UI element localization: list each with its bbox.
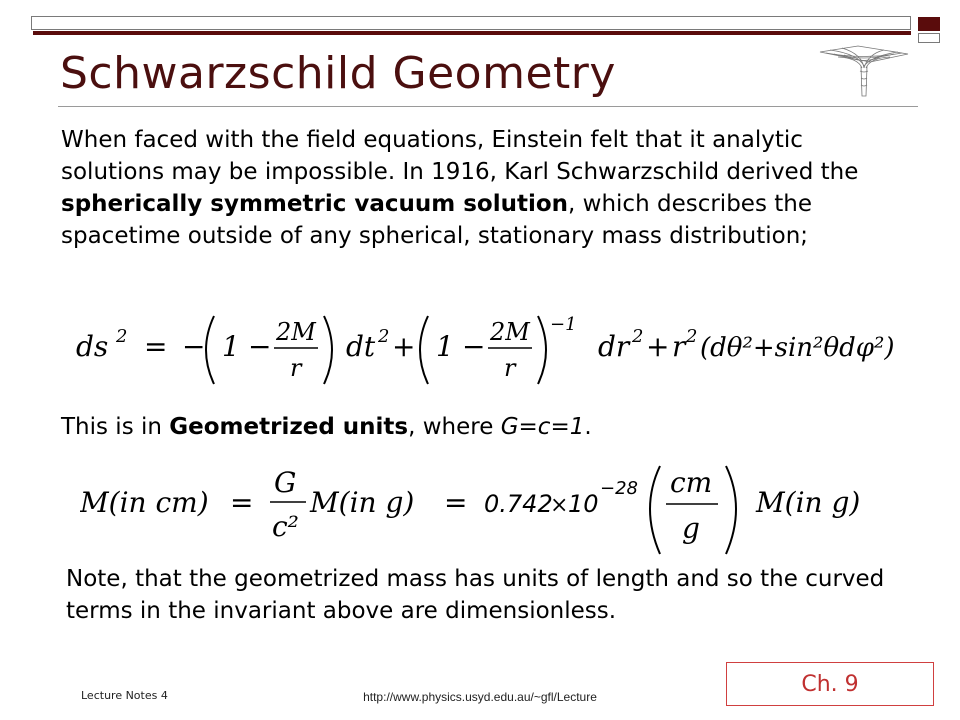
eq2-lhs: M(in cm) bbox=[80, 486, 209, 519]
eq1-frac-den-b: r bbox=[504, 354, 516, 382]
eq2-units-num: cm bbox=[670, 466, 713, 499]
eq1-dt: dt bbox=[346, 330, 376, 363]
eq2-mid: M(in g) bbox=[310, 486, 415, 519]
eq1-frac-num-b: 2M bbox=[490, 318, 530, 346]
eq1-dt-exp: 2 bbox=[378, 326, 390, 347]
units-relation: G=c=1 bbox=[500, 414, 585, 440]
footer-lecture-label: Lecture Notes 4 bbox=[81, 689, 168, 702]
eq1-frac-num-a: 2M bbox=[276, 318, 316, 346]
eq1-angular-term: (dθ²+sin²θdφ²) bbox=[700, 333, 895, 363]
top-accent-line bbox=[33, 31, 911, 35]
mass-conversion-equation bbox=[80, 462, 900, 566]
eq1-dr-exp: 2 bbox=[632, 326, 644, 347]
eq1-r-exp: 2 bbox=[686, 326, 698, 347]
eq1-lhs-exp: 2 bbox=[116, 326, 128, 347]
eq2-value: 0.742 bbox=[484, 490, 553, 518]
eq1-one-a: 1 bbox=[222, 330, 240, 363]
eq1-equals: = bbox=[144, 330, 168, 363]
chapter-badge: Ch. 9 bbox=[726, 662, 934, 706]
eq1-plus-b: + bbox=[646, 330, 670, 363]
schwarzschild-metric-equation bbox=[76, 308, 916, 392]
title-divider bbox=[58, 106, 918, 107]
eq1-plus-a: + bbox=[392, 330, 416, 363]
eq1-dr: dr bbox=[598, 330, 630, 363]
eq2-units-den: g bbox=[682, 512, 700, 545]
svg-text:−: − bbox=[462, 330, 486, 363]
eq1-one-b: 1 bbox=[436, 330, 454, 363]
eq1-r: r bbox=[672, 330, 686, 363]
eq2-equals-b: = bbox=[444, 486, 468, 519]
footer-url: http://www.physics.usyd.edu.au/~gfl/Lecture bbox=[363, 690, 597, 704]
eq2-power-exp: −28 bbox=[600, 478, 638, 499]
corner-square-outline bbox=[918, 33, 940, 43]
intro-text-1: When faced with the field equations, Einstein felt that it analytic solutions may be impossible. In 1916, Karl Schwarzschild derived the bbox=[61, 127, 859, 185]
svg-text:−: − bbox=[248, 330, 272, 363]
eq2-equals-a: = bbox=[230, 486, 254, 519]
eq2-times: × bbox=[550, 493, 569, 518]
eq2-frac-den: c² bbox=[272, 510, 299, 543]
note-paragraph: Note, that the geometrized mass has units of length and so the curved terms in the invariant above are dimensionless. bbox=[66, 566, 885, 624]
eq1-lhs: ds bbox=[76, 330, 109, 363]
eq1-frac-den-a: r bbox=[290, 354, 302, 382]
spacetime-funnel-icon bbox=[818, 44, 910, 102]
eq2-rhs: M(in g) bbox=[756, 486, 861, 519]
units-statement: This is in Geometrized units, where G=c=1. bbox=[61, 414, 592, 440]
intro-paragraph bbox=[61, 124, 901, 252]
intro-text-2: , which describes the spacetime outside of any spherical, stationary mass distribution; bbox=[61, 191, 812, 249]
eq1-minus: − bbox=[182, 330, 206, 363]
top-bar-outline bbox=[31, 16, 911, 30]
eq2-power-base: 10 bbox=[568, 490, 599, 518]
intro-bold-term: spherically symmetric vacuum solution bbox=[61, 191, 569, 217]
units-bold-term: Geometrized units bbox=[169, 414, 409, 440]
corner-square-filled bbox=[918, 17, 940, 31]
eq1-inverse-exp: −1 bbox=[550, 314, 577, 335]
slide-title: Schwarzschild Geometry bbox=[60, 48, 616, 99]
eq2-frac-num: G bbox=[274, 466, 297, 499]
